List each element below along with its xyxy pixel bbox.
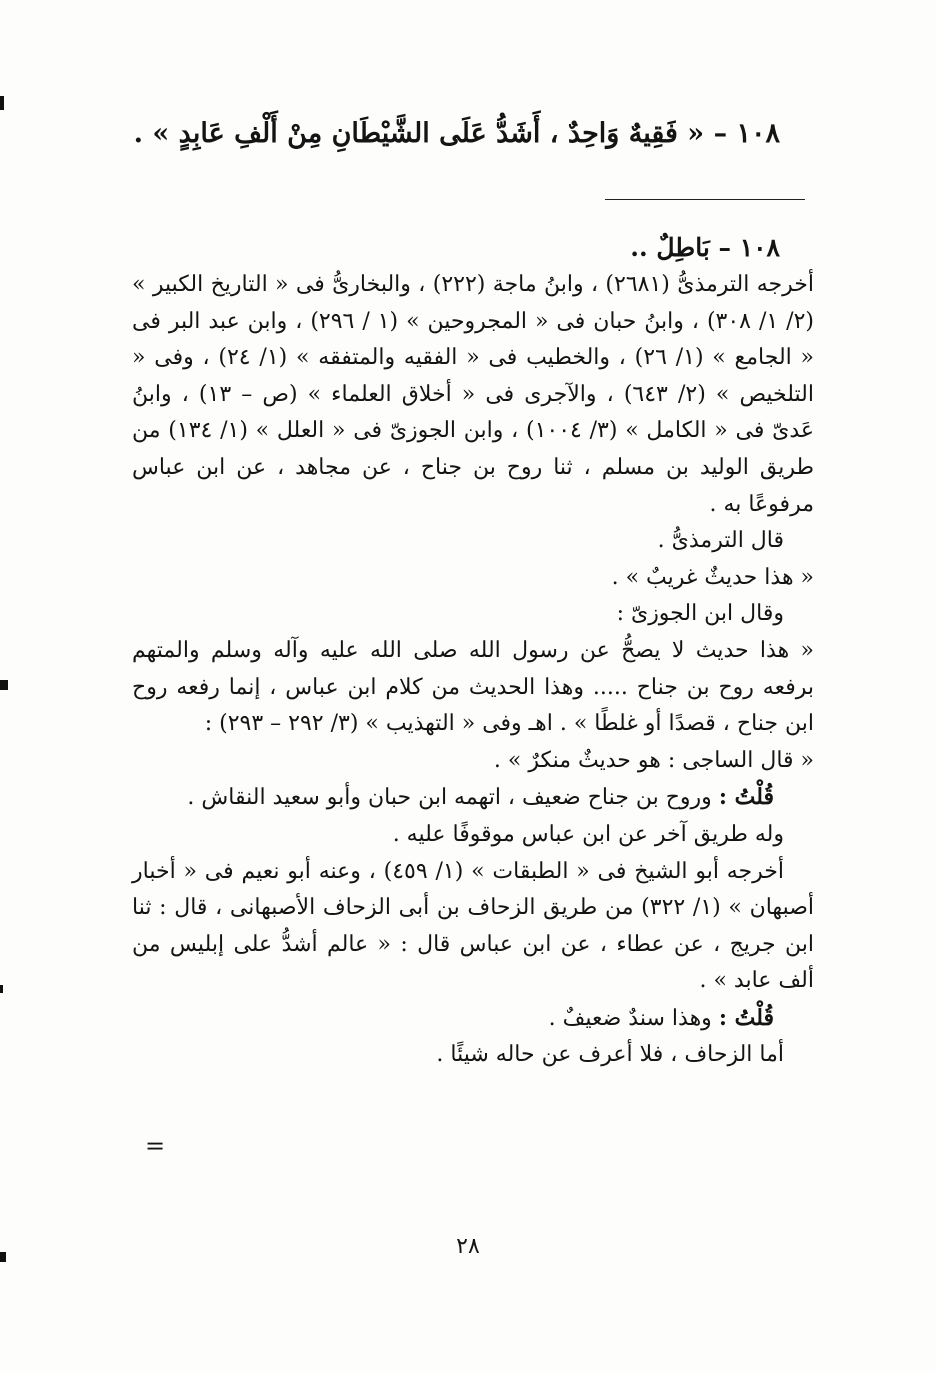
qultu-note-2	[132, 1000, 814, 1038]
ibn-jawzi-quote: « هذا حديث لا يصحُّ عن رسول الله صلى الله عليه وآله وسلم والمتهم برفعه روح بن جناح ..... وهذا الحديث من كلام ابن عباس ، إنما رفعه روح ابن جناح ، قصدًا أو غلطًا » . اهـ وفى « التهذيب » (٣/ ٢٩٢ – ٢٩٣) :	[132, 637, 814, 737]
ibn-jawzi-quote-intro: وقال ابن الجوزىّ :	[616, 601, 784, 627]
commentary-text	[132, 267, 814, 1074]
scan-edge-mark	[0, 96, 4, 110]
saji-quote: « قال الساجى : هو حديثٌ منكرٌ » .	[493, 747, 814, 773]
verdict-heading: ١٠٨ – بَاطِلٌ ..	[630, 233, 780, 262]
qultu-note-1-text: وروح بن جناح ضعيف ، اتهمه ابن حبان وأبو سعيد النقاش .	[187, 785, 712, 811]
scan-edge-mark	[0, 680, 8, 690]
takhrij-paragraph: أخرجه الترمذىُّ (٢٦٨١) ، وابنُ ماجة (٢٢٢) ، والبخارىُّ فى « التاريخ الكبير » (٢/ ١/ ٣٠٨) ، وابنُ حبان فى « المجروحين » (١ / ٢٩٦) ، وابن عبد البر فى « الجامع » (١/ ٢٦) ، والخطيب فى « الفقيه والمتفقه » (١/ ٢٤) ، وفى « التلخيص » (٢/ ٦٤٣) ، والآجرى فى « أخلاق العلماء » (ص – ١٣) ، وابنُ عَدىّ فى « الكامل » (٣/ ١٠٠٤) ، وابن الجوزىّ فى « العلل » (١/ ١٣٤) من طريق الوليد بن مسلم ، ثنا روح بن جناح ، عن مجاهد ، عن ابن عباس مرفوعًا به .	[132, 272, 815, 517]
qultu-note-2-text: وهذا سندٌ ضعيفٌ .	[548, 1005, 712, 1031]
hadith-heading: ١٠٨ – « فَقِيهٌ وَاحِدٌ ، أَشَدُّ عَلَى الشَّيْطَانِ مِنْ أَلْفِ عَابِدٍ » .	[133, 118, 780, 149]
tirmidhi-quote-intro: قال الترمذىُّ .	[657, 528, 784, 554]
qultu-note-1	[132, 779, 814, 817]
abu-shaykh-paragraph: أخرجه أبو الشيخ فى « الطبقات » (١/ ٤٥٩) ، وعنه أبو نعيم فى « أخبار أصبهان » (١/ ٣٢٢) من طريق الزحاف بن أبى الزحاف الأصبهانى ، قال : ثنا ابن جريج ، عن عطاء ، عن ابن عباس قال : « عالم أشدُّ على إبليس من ألف عابد » .	[132, 858, 814, 994]
tirmidhi-quote: « هذا حديثٌ غريبٌ » .	[611, 564, 814, 590]
continuation-mark: =	[144, 1132, 166, 1160]
other-route-note: وله طريق آخر عن ابن عباس موقوفًا عليه .	[392, 821, 784, 847]
qultu-label: قُلْتُ :	[718, 1004, 774, 1031]
scan-edge-mark	[0, 1252, 6, 1262]
qultu-label: قُلْتُ :	[718, 784, 774, 811]
page-number: ٢٨	[456, 1234, 480, 1259]
zahhaf-note: أما الزحاف ، فلا أعرف عن حاله شيئًا .	[436, 1042, 784, 1068]
section-divider	[605, 199, 805, 200]
scan-edge-mark	[0, 985, 3, 993]
